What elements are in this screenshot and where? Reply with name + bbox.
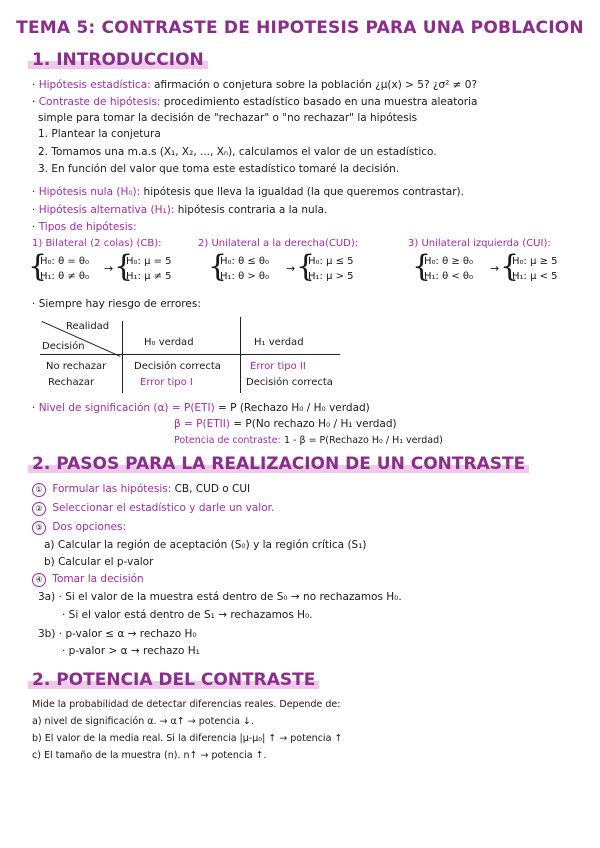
table-col-h1: H₁ verdad (254, 337, 304, 348)
hipotesis-nula-text: hipótesis que lleva la igualdad (la que queremos contrastar). (143, 186, 464, 198)
tipos-line: · Tipos de hipótesis: (32, 221, 137, 233)
table-col-h0: H₀ verdad (144, 337, 194, 348)
paso-1-line (32, 483, 250, 497)
section-introduccion-heading: 1. INTRODUCCION (28, 50, 208, 70)
cui-system (424, 254, 473, 284)
riesgo-line: · Siempre hay riesgo de errores: (32, 298, 201, 310)
cb-h1: H₁: θ ≠ θ₀ (40, 271, 90, 282)
contraste-line: · Contraste de hipótesis: procedimiento estadístico basado en una muestra aleatoria (32, 96, 478, 108)
hipotesis-alternativa-text: hipótesis contraria a la nula. (177, 204, 328, 216)
potencia-a: a) nivel de significación α. → α↑ → potencia ↓. (32, 716, 254, 727)
section-potencia-heading: 2. POTENCIA DEL CONTRASTE (28, 670, 319, 690)
paso-3-number: ③ (32, 521, 46, 535)
step-1: 1. Plantear la conjetura (38, 128, 161, 140)
table-vline-1 (122, 321, 123, 393)
table-row-no-rechazar: No rechazar (46, 361, 107, 372)
cud-h1: H₁: θ > θ₀ (220, 271, 270, 282)
paso-3-line (32, 521, 126, 535)
potencia-text: 1 - β = P(Rechazo H₀ / H₁ verdad) (283, 435, 443, 446)
paso-1-number: ① (32, 483, 46, 497)
brace-cui: { (412, 249, 432, 284)
contraste-text: procedimiento estadístico basado en una muestra aleatoria (163, 96, 478, 108)
cb-arrow-icon: → (104, 262, 114, 275)
cui-ex-h0: H₀: μ ≥ 5 (512, 256, 558, 267)
hipotesis-alternativa-line: · Hipótesis alternativa (H₁): hipótesis contraria a la nula. (32, 204, 328, 216)
cui-example (512, 254, 558, 284)
tipo-bilateral-label: 1) Bilateral (2 colas) (CB): (32, 238, 162, 249)
alpha-text: = P (Rechazo H₀ / H₀ verdad) (218, 402, 370, 414)
alpha-line: · Nivel de significación (α) = P(ETI) = P (Rechazo H₀ / H₀ verdad) (32, 402, 370, 414)
table-vline-2 (240, 317, 241, 393)
paso-4-line (32, 573, 144, 587)
paso-3b: b) Calcular el p-valor (44, 556, 154, 568)
cui-arrow-icon: → (490, 262, 500, 275)
paso-2-line (32, 502, 274, 516)
beta-text: = P(No rechazo H₀ / H₁ verdad) (233, 418, 397, 430)
paso-2-term: Seleccionar el estadístico y darle un valor. (52, 502, 275, 514)
hipotesis-estadistica-line: · Hipótesis estadística: afirmación o conjetura sobre la población ¿μ(x) > 5? ¿σ² ≠ 0? (32, 79, 478, 91)
hipotesis-estadistica-text: afirmación o conjetura sobre la población ¿μ(x) > 5? ¿σ² ≠ 0? (154, 79, 478, 91)
brace-cb-ex: { (114, 249, 134, 284)
tipo-unilateral-derecha-label: 2) Unilateral a la derecha(CUD): (198, 238, 359, 249)
potencia-c: c) El tamaño de la muestra (n). n↑ → potencia ↑. (32, 750, 267, 761)
table-corner-top: Realidad (66, 321, 110, 332)
brace-cud: { (208, 249, 228, 284)
hipotesis-estadistica-term: Hipótesis estadística: (38, 79, 151, 91)
cud-arrow-icon: → (286, 262, 296, 275)
beta-term: β = P(ETII) (174, 418, 230, 430)
cui-h1: H₁: θ < θ₀ (424, 271, 474, 282)
contraste-line-2: simple para tomar la decisión de "rechazar" o "no rechazar" la hipótesis (38, 112, 418, 124)
paso-4-number: ④ (32, 573, 46, 587)
paso-2-number: ② (32, 502, 46, 516)
hipotesis-alternativa-term: Hipótesis alternativa (H₁): (38, 204, 175, 216)
cb-h0: H₀: θ = θ₀ (40, 256, 90, 267)
riesgo-text: Siempre hay riesgo de errores: (38, 298, 201, 310)
hipotesis-nula-line: · Hipótesis nula (H₀): hipótesis que lleva la igualdad (la que queremos contrastar). (32, 186, 464, 198)
decision-3b-2: · p-valor > α → rechazo H₁ (62, 645, 200, 657)
tipos-term: Tipos de hipótesis: (38, 221, 137, 233)
potencia-term: Potencia de contraste: (174, 435, 281, 446)
table-cell-decision-correcta-1: Decisión correcta (134, 361, 221, 372)
table-cell-error-tipo-2: Error tipo II (250, 361, 306, 372)
cud-h0: H₀: θ ≤ θ₀ (220, 256, 270, 267)
brace-cud-ex: { (296, 249, 316, 284)
hipotesis-nula-term: Hipótesis nula (H₀): (38, 186, 141, 198)
cud-ex-h0: H₀: μ ≤ 5 (308, 256, 354, 267)
table-corner-bottom: Decisión (42, 341, 85, 352)
paso-3a: a) Calcular la región de aceptación (S₀) y la región crítica (S₁) (44, 539, 367, 551)
table-row-rechazar: Rechazar (48, 377, 95, 388)
step-2: 2. Tomamos una m.a.s (X₁, X₂, ..., Xₙ), calculamos el valor de un estadístico. (38, 146, 437, 158)
paso-1-text: CB, CUD o CUI (174, 483, 251, 495)
table-cell-error-tipo-1: Error tipo I (140, 377, 193, 388)
decision-3a-2: · Si el valor está dentro de S₁ → rechazamos H₀. (62, 609, 313, 621)
decision-3a-1: 3a) · Si el valor de la muestra está dentro de S₀ → no rechazamos H₀. (38, 591, 402, 603)
table-hline (40, 354, 340, 355)
cb-ex-h0: H₀: μ = 5 (126, 256, 172, 267)
brace-cb: { (28, 249, 48, 284)
potencia-intro: Mide la probabilidad de detectar diferencias reales. Depende de: (32, 699, 341, 710)
cb-system (40, 254, 89, 284)
page-title: TEMA 5: CONTRASTE DE HIPOTESIS PARA UNA POBLACION (16, 18, 584, 38)
step-3: 3. En función del valor que toma este estadístico tomaré la decisión. (38, 163, 400, 175)
brace-cui-ex: { (500, 249, 520, 284)
cud-example (308, 254, 354, 284)
section-pasos-heading: 2. PASOS PARA LA REALIZACION DE UN CONTRASTE (28, 454, 529, 474)
decision-3b-1: 3b) · p-valor ≤ α → rechazo H₀ (38, 628, 197, 640)
potencia-b: b) El valor de la media real. Si la diferencia |μ-μ₀| ↑ → potencia ↑ (32, 733, 343, 744)
cui-ex-h1: H₁: μ < 5 (512, 271, 558, 282)
tipo-unilateral-izquierda-label: 3) Unilateral izquierda (CUI): (408, 238, 551, 249)
cud-system (220, 254, 269, 284)
paso-1-term: Formular las hipótesis: (52, 483, 172, 495)
error-table (40, 317, 340, 393)
potencia-line (174, 434, 443, 446)
cb-example (126, 254, 172, 284)
beta-line (174, 418, 397, 430)
cb-ex-h1: H₁: μ ≠ 5 (126, 271, 172, 282)
cui-h0: H₀: θ ≥ θ₀ (424, 256, 474, 267)
alpha-term: Nivel de significación (α) = P(ETI) (38, 402, 215, 414)
cud-ex-h1: H₁: μ > 5 (308, 271, 354, 282)
paso-3-term: Dos opciones: (52, 521, 126, 533)
contraste-term: Contraste de hipótesis: (38, 96, 161, 108)
table-cell-decision-correcta-2: Decisión correcta (246, 377, 333, 388)
paso-4-term: Tomar la decisión (52, 573, 144, 585)
